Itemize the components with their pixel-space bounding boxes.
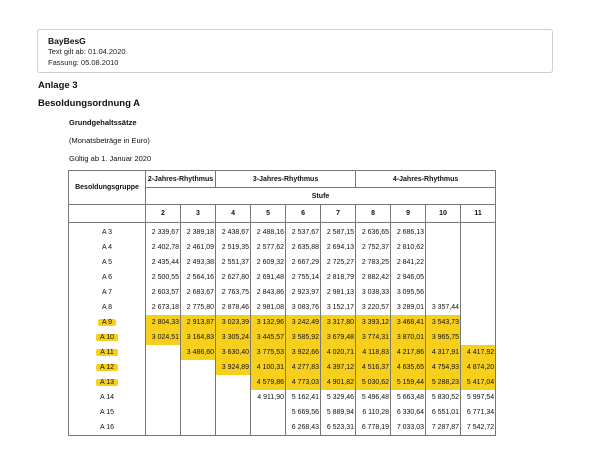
group-cell — [69, 300, 146, 315]
group-cell — [69, 420, 146, 436]
stufe-number: 5 — [251, 205, 286, 223]
salary-cell: 7 542,72 — [461, 420, 496, 436]
table-row — [69, 330, 496, 345]
group-cell — [69, 255, 146, 270]
salary-cell: 6 771,34 — [461, 405, 496, 420]
salary-cell: 4 874,20 — [461, 360, 496, 375]
group-label: A 16 — [99, 424, 114, 431]
salary-cell: 3 083,76 — [286, 300, 321, 315]
salary-cell: 3 152,17 — [321, 300, 356, 315]
salary-cell: 4 901,82 — [321, 375, 356, 390]
salary-cell: 3 023,39 — [216, 315, 251, 330]
salary-cell: 2 564,16 — [181, 270, 216, 285]
group-cell — [69, 270, 146, 285]
stufe-header: Stufe — [146, 188, 496, 205]
salary-cell: 7 033,03 — [391, 420, 426, 436]
salary-cell: 2 683,67 — [181, 285, 216, 300]
salary-cell: 5 669,56 — [286, 405, 321, 420]
table-row — [69, 375, 496, 390]
salary-cell: 2 402,78 — [146, 240, 181, 255]
salary-cell: 5 329,46 — [321, 390, 356, 405]
salary-cell: 7 287,87 — [426, 420, 461, 436]
stufe-number: 9 — [391, 205, 426, 223]
table-row — [69, 270, 496, 285]
salary-cell: 2 519,35 — [216, 240, 251, 255]
group-label: A 6 — [101, 274, 113, 281]
salary-cell: 2 488,16 — [251, 223, 286, 241]
group-cell — [69, 330, 146, 345]
salary-cell — [461, 330, 496, 345]
salary-cell — [426, 270, 461, 285]
page-title: Besoldungsordnung A — [38, 98, 141, 109]
salary-cell: 4 911,90 — [251, 390, 286, 405]
salary-cell: 3 870,01 — [391, 330, 426, 345]
salary-cell — [146, 390, 181, 405]
salary-cell — [146, 420, 181, 436]
salary-cell — [461, 300, 496, 315]
salary-cell: 3 357,44 — [426, 300, 461, 315]
table-row — [69, 405, 496, 420]
salary-cell: 5 496,48 — [356, 390, 391, 405]
unit-note: (Monatsbeträge in Euro) — [69, 136, 150, 145]
salary-cell: 2 577,62 — [251, 240, 286, 255]
salary-cell: 2 752,37 — [356, 240, 391, 255]
group-label: A 15 — [99, 409, 114, 416]
table-row — [69, 345, 496, 360]
salary-table — [68, 170, 496, 436]
salary-cell: 3 220,57 — [356, 300, 391, 315]
salary-cell: 3 305,24 — [216, 330, 251, 345]
group-cell — [69, 223, 146, 241]
group-cell — [69, 360, 146, 375]
salary-cell: 2 818,79 — [321, 270, 356, 285]
group-label: A 4 — [101, 244, 113, 251]
valid-from-text: Text gilt ab: 01.04.2020 — [48, 47, 126, 56]
salary-cell: 2 810,62 — [391, 240, 426, 255]
salary-cell — [461, 255, 496, 270]
salary-cell: 2 804,33 — [146, 315, 181, 330]
salary-cell — [426, 255, 461, 270]
group-label: A 8 — [101, 304, 113, 311]
salary-cell: 6 110,28 — [356, 405, 391, 420]
group-label: A 3 — [101, 229, 113, 236]
salary-cell: 5 830,52 — [426, 390, 461, 405]
salary-cell: 3 774,31 — [356, 330, 391, 345]
salary-cell: 3 679,48 — [321, 330, 356, 345]
rhythm-2-header: 2-Jahres-Rhythmus — [146, 171, 216, 188]
table-row — [69, 240, 496, 255]
salary-cell — [216, 420, 251, 436]
salary-cell — [181, 390, 216, 405]
salary-cell: 2 627,80 — [216, 270, 251, 285]
salary-cell: 6 523,31 — [321, 420, 356, 436]
salary-cell: 4 020,71 — [321, 345, 356, 360]
salary-cell: 4 635,65 — [391, 360, 426, 375]
section-subtitle: Grundgehaltssätze — [69, 118, 137, 127]
salary-cell — [461, 315, 496, 330]
version-text: Fassung: 05.08.2010 — [48, 58, 119, 67]
salary-cell: 2 841,22 — [391, 255, 426, 270]
salary-cell — [146, 405, 181, 420]
stufe-number: 6 — [286, 205, 321, 223]
salary-cell — [251, 420, 286, 436]
stufe-number: 11 — [461, 205, 496, 223]
salary-cell — [216, 375, 251, 390]
salary-cell: 2 609,32 — [251, 255, 286, 270]
salary-cell: 3 393,12 — [356, 315, 391, 330]
group-label: A 13 — [96, 379, 118, 386]
stufe-number: 8 — [356, 205, 391, 223]
salary-cell: 5 288,23 — [426, 375, 461, 390]
salary-cell — [426, 285, 461, 300]
salary-cell — [146, 375, 181, 390]
table-row — [69, 360, 496, 375]
salary-cell: 2 882,42 — [356, 270, 391, 285]
salary-cell: 3 095,56 — [391, 285, 426, 300]
salary-cell: 3 132,96 — [251, 315, 286, 330]
group-label: A 9 — [98, 319, 116, 326]
rhythm-4-header: 4-Jahres-Rhythmus — [356, 171, 496, 188]
salary-cell: 4 118,83 — [356, 345, 391, 360]
table-row — [69, 315, 496, 330]
salary-cell: 4 579,86 — [251, 375, 286, 390]
salary-cell: 6 268,43 — [286, 420, 321, 436]
salary-cell: 6 778,19 — [356, 420, 391, 436]
salary-cell: 2 673,18 — [146, 300, 181, 315]
salary-cell: 2 783,25 — [356, 255, 391, 270]
group-label: A 5 — [101, 259, 113, 266]
group-label: A 14 — [99, 394, 114, 401]
salary-cell: 3 922,66 — [286, 345, 321, 360]
group-label: A 10 — [96, 334, 118, 341]
salary-cell: 5 417,04 — [461, 375, 496, 390]
salary-cell: 3 242,49 — [286, 315, 321, 330]
table-row — [69, 300, 496, 315]
law-abbreviation: BayBesG — [48, 36, 86, 46]
salary-cell — [216, 390, 251, 405]
salary-cell — [216, 405, 251, 420]
salary-cell: 4 417,92 — [461, 345, 496, 360]
salary-cell: 2 500,55 — [146, 270, 181, 285]
stufe-number: 4 — [216, 205, 251, 223]
salary-cell: 3 965,75 — [426, 330, 461, 345]
group-label: A 11 — [96, 349, 118, 356]
stufen-row — [69, 205, 496, 223]
group-cell — [69, 240, 146, 255]
salary-cell — [146, 360, 181, 375]
salary-cell: 3 775,53 — [251, 345, 286, 360]
salary-cell — [146, 345, 181, 360]
salary-cell: 4 397,12 — [321, 360, 356, 375]
salary-cell: 2 435,44 — [146, 255, 181, 270]
salary-cell: 4 754,93 — [426, 360, 461, 375]
salary-cell: 3 289,01 — [391, 300, 426, 315]
salary-cell: 3 024,51 — [146, 330, 181, 345]
salary-cell: 2 537,67 — [286, 223, 321, 241]
salary-cell: 2 946,05 — [391, 270, 426, 285]
salary-cell — [181, 420, 216, 436]
salary-cell: 2 686,13 — [391, 223, 426, 241]
table-row — [69, 390, 496, 405]
salary-cell: 5 159,44 — [391, 375, 426, 390]
salary-cell: 5 889,94 — [321, 405, 356, 420]
salary-cell — [251, 405, 286, 420]
salary-cell: 2 691,48 — [251, 270, 286, 285]
salary-cell: 3 445,57 — [251, 330, 286, 345]
group-cell — [69, 345, 146, 360]
salary-cell: 2 763,75 — [216, 285, 251, 300]
salary-cell: 2 775,80 — [181, 300, 216, 315]
salary-cell: 2 339,67 — [146, 223, 181, 241]
stufe-number: 2 — [146, 205, 181, 223]
salary-cell: 3 468,41 — [391, 315, 426, 330]
salary-cell: 4 516,37 — [356, 360, 391, 375]
stufe-number: 10 — [426, 205, 461, 223]
salary-cell: 2 587,15 — [321, 223, 356, 241]
salary-cell: 6 330,64 — [391, 405, 426, 420]
table-row — [69, 420, 496, 436]
table-row — [69, 223, 496, 241]
salary-cell: 5 030,62 — [356, 375, 391, 390]
table-row — [69, 255, 496, 270]
group-cell — [69, 315, 146, 330]
salary-cell — [426, 240, 461, 255]
document-header-box — [37, 29, 553, 73]
salary-cell — [181, 375, 216, 390]
salary-cell — [461, 240, 496, 255]
salary-cell: 6 551,01 — [426, 405, 461, 420]
salary-cell — [426, 223, 461, 241]
salary-cell: 5 997,54 — [461, 390, 496, 405]
salary-cell: 2 389,18 — [181, 223, 216, 241]
stufe-number: 3 — [181, 205, 216, 223]
salary-cell: 2 493,38 — [181, 255, 216, 270]
validity-note: Gültig ab 1. Januar 2020 — [69, 154, 152, 163]
salary-cell — [461, 223, 496, 241]
salary-cell: 2 878,46 — [216, 300, 251, 315]
salary-cell: 2 438,67 — [216, 223, 251, 241]
salary-cell: 5 663,48 — [391, 390, 426, 405]
salary-cell: 4 773,03 — [286, 375, 321, 390]
group-cell — [69, 285, 146, 300]
group-label: A 12 — [96, 364, 118, 371]
salary-cell: 2 843,86 — [251, 285, 286, 300]
salary-cell: 3 038,33 — [356, 285, 391, 300]
salary-cell: 2 923,97 — [286, 285, 321, 300]
salary-cell: 2 551,37 — [216, 255, 251, 270]
salary-cell: 2 755,14 — [286, 270, 321, 285]
group-column-header: Besoldungsgruppe — [69, 171, 146, 205]
table-row — [69, 285, 496, 300]
salary-cell: 3 543,73 — [426, 315, 461, 330]
group-cell — [69, 405, 146, 420]
salary-cell — [181, 405, 216, 420]
salary-cell: 2 636,65 — [356, 223, 391, 241]
salary-cell: 3 486,60 — [181, 345, 216, 360]
empty-header-cell — [69, 205, 146, 223]
rhythm-3-header: 3-Jahres-Rhythmus — [216, 171, 356, 188]
group-cell — [69, 390, 146, 405]
salary-cell: 3 630,40 — [216, 345, 251, 360]
salary-cell: 2 603,57 — [146, 285, 181, 300]
group-label: A 7 — [101, 289, 113, 296]
anlage-heading: Anlage 3 — [38, 80, 78, 91]
salary-cell: 2 981,08 — [251, 300, 286, 315]
salary-cell: 3 585,92 — [286, 330, 321, 345]
table-body — [69, 223, 496, 436]
salary-cell: 4 100,31 — [251, 360, 286, 375]
salary-cell: 2 667,29 — [286, 255, 321, 270]
salary-cell: 2 461,09 — [181, 240, 216, 255]
salary-cell — [181, 360, 216, 375]
salary-cell: 2 635,88 — [286, 240, 321, 255]
salary-cell — [461, 270, 496, 285]
salary-cell: 4 217,86 — [391, 345, 426, 360]
group-cell — [69, 375, 146, 390]
salary-cell — [461, 285, 496, 300]
salary-cell: 4 277,83 — [286, 360, 321, 375]
salary-cell: 2 725,27 — [321, 255, 356, 270]
salary-cell: 3 317,80 — [321, 315, 356, 330]
salary-cell: 5 162,41 — [286, 390, 321, 405]
salary-cell: 2 913,87 — [181, 315, 216, 330]
salary-cell: 3 924,89 — [216, 360, 251, 375]
salary-cell: 4 317,91 — [426, 345, 461, 360]
salary-cell: 2 694,13 — [321, 240, 356, 255]
salary-cell: 2 981,13 — [321, 285, 356, 300]
stufe-number: 7 — [321, 205, 356, 223]
salary-cell: 3 164,83 — [181, 330, 216, 345]
